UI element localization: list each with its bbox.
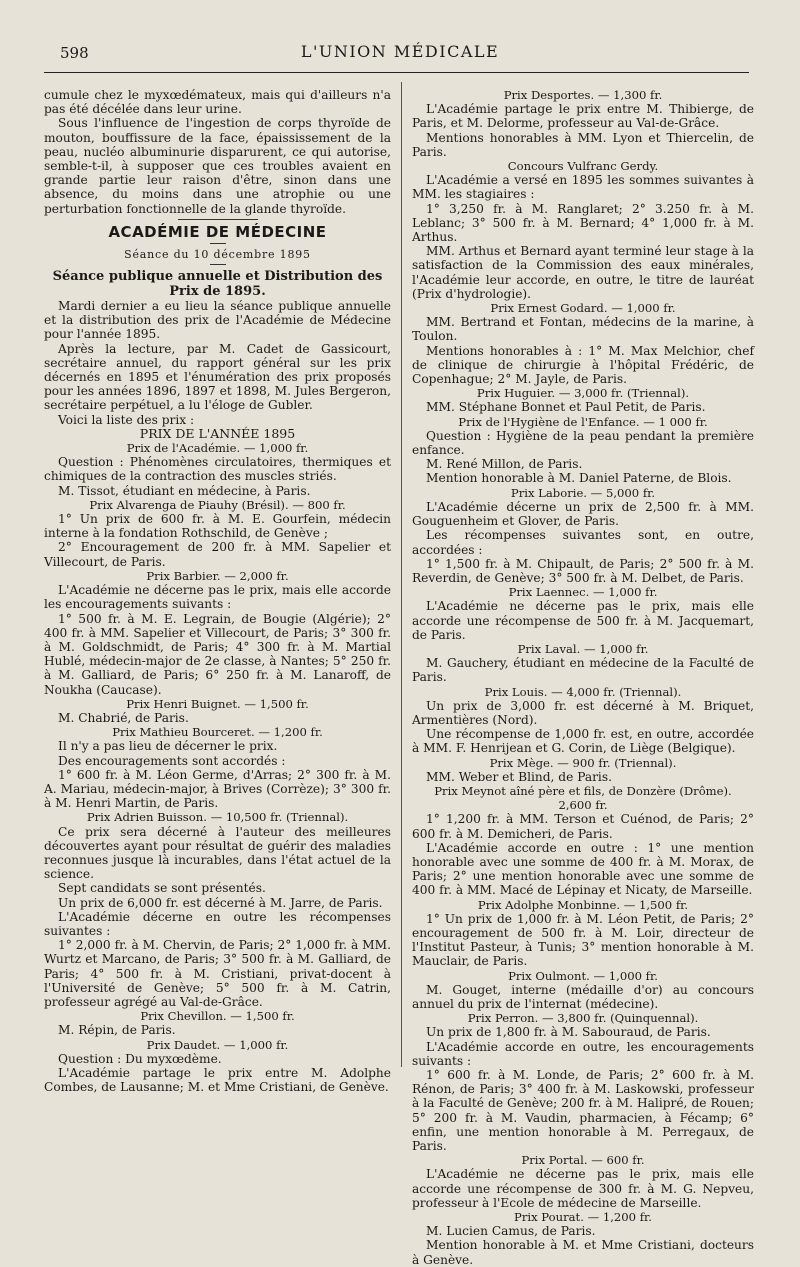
paragraph: 1° 1,500 fr. à M. Chipault, de Paris; 2° 500 fr. à M. Reverdin, de Genève; 3° 500 fr. à M. Delbet, de Paris. (412, 556, 754, 585)
prize-heading: Prix de l'Académie. — 1,000 fr. (126, 441, 309, 456)
paragraph: 1° 600 fr. à M. Londe, de Paris; 2° 600 fr. à M. Rénon, de Paris; 3° 400 fr. à M. Laskowski, professeur à la Faculté de Genève; 200 fr. à M. Halipré, de Rouen; 5° 200 fr. à M. Vaudin, pharmacien, à Fécamp; 6° enfin, une mention honorable à M. Perregaux, de Paris. (412, 1068, 754, 1154)
paragraph: Les récompenses suivantes sont, en outre, accordées : (412, 528, 754, 557)
paragraph: L'Académie accorde en outre, les encouragements suivants : (412, 1039, 754, 1068)
prize-heading: Prix de l'Hygiène de l'Enfance. — 1 000 fr. (458, 414, 708, 429)
paragraph: Sous l'influence de l'ingestion de corps thyroïde de mouton, bouffissure de la face, épaississement de la peau, nucléo albuminurie disparurent, ce qui autorise, semble-t-il, à supposer que ces troubles avaient en grande partie leur raison d'être, sinon dans une absence, du moins dans une atrophie ou une perturbation fonctionnelle de la glande thyroïde. (44, 116, 391, 216)
section-rule (210, 264, 226, 265)
paragraph: MM. Weber et Blind, de Paris. (426, 769, 612, 784)
paragraph: MM. Bertrand et Fontan, médecins de la marine, à Toulon. (412, 315, 754, 344)
prize-heading: Prix Oulmont. — 1,000 fr. (508, 968, 658, 983)
paragraph: Mardi dernier a eu lieu la séance publique annuelle et la distribution des prix de l'Académie de Médecine pour l'année 1895. (44, 299, 391, 342)
prize-heading: Prix Adrien Buisson. — 10,500 fr. (Triennal). (86, 810, 349, 825)
prize-heading: Prix Laborie. — 5,000 fr. (510, 485, 656, 500)
right-column (412, 88, 754, 1267)
prize-heading: Prix Henri Buignet. — 1,500 fr. (126, 696, 309, 711)
paragraph: L'Académie décerne en outre les récompenses suivantes : (44, 909, 391, 938)
left-column (44, 88, 391, 1095)
paragraph: L'Académie a versé en 1895 les sommes suivantes à MM. les stagiaires : (412, 173, 754, 202)
paragraph: 1° Un prix de 1,000 fr. à M. Léon Petit, de Paris; 2° encouragement de 500 fr. à M. Loir, directeur de l'Institut Pasteur, à Tunis; 3° mention honorable à M. Mauclair, de Paris. (412, 911, 754, 969)
prize-heading: Prix Huguier. — 3,000 fr. (Triennal). (476, 386, 690, 401)
section-rule (178, 219, 258, 220)
paragraph: 2° Encouragement de 200 fr. à MM. Sapelier et Villecourt, de Paris. (44, 540, 391, 569)
paragraph: 1° Un prix de 600 fr. à M. E. Gourfein, médecin interne à la fondation Rothschild, de Genève ; (44, 512, 391, 541)
paragraph: Un prix de 3,000 fr. est décerné à M. Briquet, Armentières (Nord). (412, 698, 754, 727)
prize-list-title: PRIX DE L'ANNÉE 1895 (139, 425, 296, 441)
column-divider (401, 82, 402, 1067)
paragraph: M. Tissot, étudiant en médecine, à Paris. (58, 483, 311, 498)
prize-amount: 2,600 fr. (558, 798, 608, 813)
paragraph: MM. Arthus et Bernard ayant terminé leur stage à la satisfaction de la Commission des eaux minérales, l'Académie leur accorde, en outre, le titre de lauréat (Prix d'hydrologie). (412, 244, 754, 301)
prize-heading: Prix Chevillon. — 1,500 fr. (140, 1009, 295, 1024)
paragraph: Voici la liste des prix : (58, 412, 195, 427)
prize-heading: Prix Daudet. — 1,000 fr. (146, 1037, 289, 1052)
prize-heading: Prix Desportes. — 1,300 fr. (503, 88, 663, 102)
paragraph: Un prix de 1,800 fr. à M. Sabouraud, de Paris. (426, 1025, 711, 1040)
section-rule (210, 243, 226, 244)
prize-heading: Prix Pourat. — 1,200 fr. (514, 1210, 652, 1225)
paragraph: L'Académie partage le prix entre M. Thibierge, de Paris, et M. Delorme, professeur au Val-de-Grâce. (412, 102, 754, 131)
prize-heading: Prix Meynot aîné père et fils, de Donzère (Drôme). (434, 783, 732, 798)
prize-heading: Prix Mathieu Bourceret. — 1,200 fr. (112, 725, 323, 740)
paragraph: Une récompense de 1,000 fr. est, en outre, accordée à MM. F. Henrijean et G. Corin, de Liège (Belgique). (412, 727, 754, 756)
prize-heading: Prix Portal. — 600 fr. (521, 1153, 645, 1168)
subsection-title: Séance publique annuelle et Distribution des Prix de 1895. (52, 269, 383, 300)
prize-heading: Prix Ernest Godard. — 1,000 fr. (490, 301, 676, 316)
paragraph: Mention honorable à M. et Mme Cristiani, docteurs à Genève. (412, 1238, 754, 1267)
prize-heading: Concours Vulfranc Gerdy. (507, 159, 659, 174)
paragraph: 1° 3,250 fr. à M. Ranglaret; 2° 3.250 fr. à M. Leblanc; 3° 500 fr. à M. Bernard; 4° 1,000 fr. à M. Arthus. (412, 201, 754, 245)
paragraph: 1° 500 fr. à M. E. Legrain, de Bougie (Algérie); 2° 400 fr. à MM. Sapelier et Villecourt, de Paris; 3° 300 fr. à M. Goldschmidt, de Paris; 4° 300 fr. à M. Martial Hublé, médecin-major de 2e classe, à Nantes; 5° 250 fr. à M. Galliard, de Paris; 6° 250 fr. à M. Lanaroff, de Noukha (Caucase). (44, 611, 391, 697)
paragraph: M. Lucien Camus, de Paris. (426, 1224, 596, 1239)
prize-heading: Prix Laennec. — 1,000 fr. (508, 585, 658, 600)
paragraph: Question : Phénomènes circulatoires, thermiques et chimiques de la contraction des muscles striés. (44, 455, 391, 484)
paragraph: Mentions honorables à MM. Lyon et Thiercelin, de Paris. (412, 130, 754, 159)
paragraph: 1° 1,200 fr. à MM. Terson et Cuénod, de Paris; 2° 600 fr. à M. Demicheri, de Paris. (412, 812, 754, 841)
prize-heading: Prix Laval. — 1,000 fr. (517, 641, 649, 656)
paragraph: M. Gauchery, étudiant en médecine de la Faculté de Paris. (412, 656, 754, 685)
paragraph: M. Chabrié, de Paris. (58, 710, 189, 725)
paragraph: Il n'y a pas lieu de décerner le prix. (58, 739, 278, 754)
prize-heading: Prix Barbier. — 2,000 fr. (146, 568, 289, 583)
paragraph: M. Répin, de Paris. (58, 1023, 176, 1038)
paragraph: Un prix de 6,000 fr. est décerné à M. Jarre, de Paris. (58, 895, 383, 910)
prize-heading: Prix Louis. — 4,000 fr. (Triennal). (484, 684, 682, 699)
paragraph: Des encouragements sont accordés : (58, 753, 286, 768)
paragraph: L'Académie décerne un prix de 2,500 fr. à MM. Gouguenheim et Glover, de Paris. (412, 499, 754, 529)
paragraph: Après la lecture, par M. Cadet de Gassicourt, secrétaire annuel, du rapport général sur les prix décernés en 1895 et l'énumération des prix proposés pour les années 1896, 1897 et 1898, M. Jules Bergeron, secrétaire perpétuel, a lu l'éloge de Gubler. (44, 341, 391, 413)
prize-heading: Prix Alvarenga de Piauhy (Brésil). — 800 fr. (89, 497, 346, 512)
paragraph: Mention honorable à M. Daniel Paterne, de Blois. (426, 471, 732, 486)
page-number: 598 (60, 44, 89, 62)
paragraph: Mentions honorables à : 1° M. Max Melchior, chef de clinique de chirurgie à l'hôpital Frédéric, de Copenhague; 2° M. Jayle, de Paris. (412, 343, 754, 387)
paragraph: Question : Hygiène de la peau pendant la première enfance. (412, 428, 754, 458)
session-date: Séance du 10 décembre 1895 (124, 247, 311, 261)
paragraph: L'Académie ne décerne pas le prix, mais elle accorde les encouragements suivants : (44, 583, 391, 612)
prize-heading: Prix Perron. — 3,800 fr. (Quinquennal). (467, 1011, 699, 1026)
paragraph: MM. Stéphane Bonnet et Paul Petit, de Paris. (426, 400, 706, 415)
journal-title: L'UNION MÉDICALE (300, 42, 500, 61)
paragraph: L'Académie ne décerne pas le prix, mais elle accorde une récompense de 500 fr. à M. Jacquemart, de Paris. (412, 599, 754, 642)
prize-heading: Prix Adolphe Monbinne. — 1,500 fr. (477, 897, 689, 912)
paragraph: Sept candidats se sont présentés. (58, 881, 266, 896)
paragraph: Question : Du myxœdème. (58, 1051, 222, 1066)
paragraph: M. Gouget, interne (médaille d'or) au concours annuel du prix de l'internat (médecine). (412, 982, 754, 1011)
header-rule (44, 72, 749, 73)
paragraph: Ce prix sera décerné à l'auteur des meilleures découvertes ayant pour résultat de guérir des maladies reconnues jusque là incurables, dans l'état actuel de la science. (44, 824, 391, 882)
paragraph: L'Académie ne décerne pas le prix, mais elle accorde une récompense de 300 fr. à M. G. Nepveu, professeur à l'Ecole de médecine de Marseille. (412, 1167, 754, 1210)
paragraph: 1° 2,000 fr. à M. Chervin, de Paris; 2° 1,000 fr. à MM. Wurtz et Marcano, de Paris; 3° 500 fr. à M. Galliard, de Paris; 4° 500 fr. à M. Cristiani, privat-docent à l'Université de Genève; 5° 500 fr. à M. Catrin, professeur agrégé au Val-de-Grâce. (44, 938, 391, 1009)
paragraph: L'Académie partage le prix entre M. Adolphe Combes, de Lausanne; M. et Mme Cristiani, de Genève. (44, 1066, 391, 1095)
prize-heading: Prix Mège. — 900 fr. (Triennal). (489, 755, 677, 770)
paragraph: L'Académie accorde en outre : 1° une mention honorable avec une somme de 400 fr. à M. Morax, de Paris; 2° une mention honorable avec une somme de 400 fr. à MM. Macé de Lépinay et Nicaty, de Marseille. (412, 840, 754, 898)
paragraph: 1° 600 fr. à M. Léon Germe, d'Arras; 2° 300 fr. à M. A. Mariau, médecin-major, à Brives (Corrèze); 3° 300 fr. à M. Henri Martin, de Paris. (44, 767, 391, 811)
paragraph: M. René Millon, de Paris. (426, 457, 583, 472)
paragraph: cumule chez le myxœdémateux, mais qui d'ailleurs n'a pas été décélée dans leur urine. (44, 88, 391, 117)
section-heading: ACADÉMIE DE MÉDECINE (108, 222, 327, 241)
